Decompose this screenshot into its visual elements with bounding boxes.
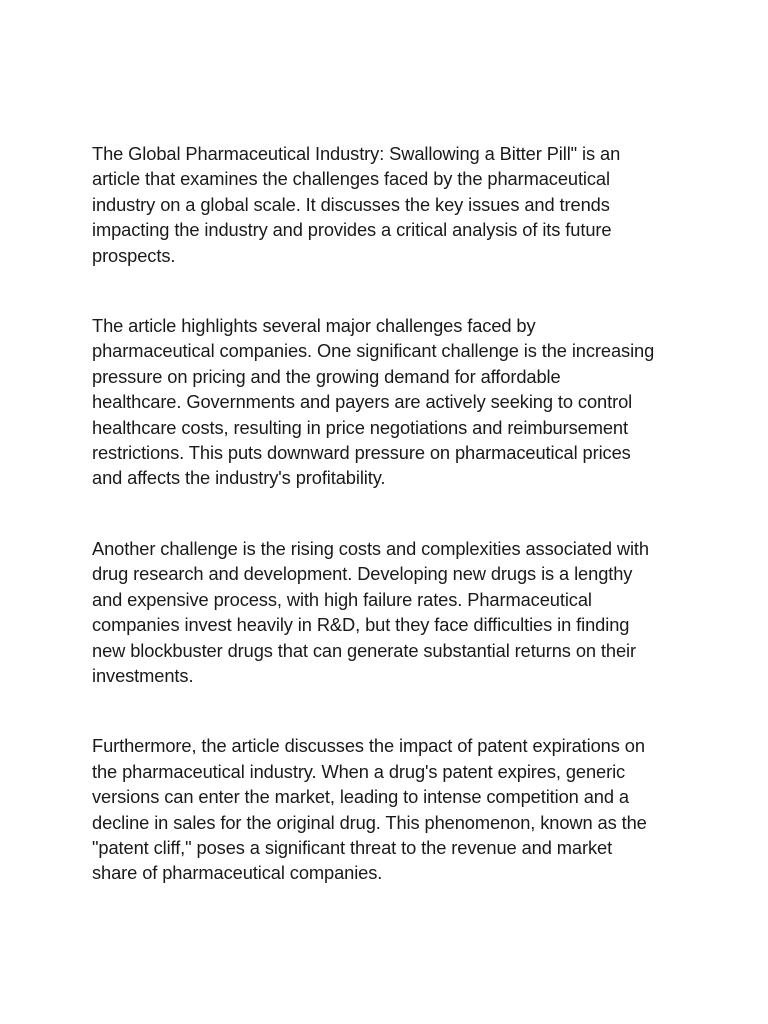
text-line: share of pharmaceutical companies. [92,862,383,884]
text-line: versions can enter the market, leading to intense competition and a [92,786,629,808]
text-line: restrictions. This puts downward pressure on pharmaceutical prices [92,442,631,464]
text-line: The Global Pharmaceutical Industry: Swallowing a Bitter Pill" is an [92,143,621,164]
paragraph-rnd-challenge [92,536,692,688]
paragraph-intro [92,141,692,268]
text-line: new blockbuster drugs that can generate substantial returns on their [92,639,636,661]
text-line: Another challenge is the rising costs and complexities associated with [92,537,649,559]
paragraph-pricing-challenge [92,313,692,491]
text-line: prospects. [92,244,176,266]
text-line: the pharmaceutical industry. When a drug's patent expires, generic [92,760,626,782]
text-line: decline in sales for the original drug. This phenomenon, known as the [92,811,647,833]
text-line: healthcare costs, resulting in price negotiations and reimbursement [92,416,628,438]
text-line: impacting the industry and provides a critical analysis of its future [92,219,612,241]
text-line: drug research and development. Developing new drugs is a lengthy [92,563,633,585]
document-body [92,141,692,931]
text-line: and affects the industry's profitability. [92,467,386,489]
text-line: and expensive process, with high failure rates. Pharmaceutical [92,588,592,610]
text-line: "patent cliff," poses a significant threat to the revenue and market [92,836,613,858]
text-line: pharmaceutical companies. One significant challenge is the increasing [92,340,655,362]
text-line: pressure on pricing and the growing demand for affordable [92,365,561,387]
text-line: Furthermore, the article discusses the impact of patent expirations on [92,735,645,757]
text-line: The article highlights several major challenges faced by [92,315,536,337]
paragraph-patent-cliff [92,733,692,885]
text-line: investments. [92,664,194,686]
text-line: healthcare. Governments and payers are actively seeking to control [92,391,633,413]
text-line: industry on a global scale. It discusses the key issues and trends [92,193,610,215]
text-line: article that examines the challenges faced by the pharmaceutical [92,168,610,190]
text-line: companies invest heavily in R&D, but they face difficulties in finding [92,614,630,636]
